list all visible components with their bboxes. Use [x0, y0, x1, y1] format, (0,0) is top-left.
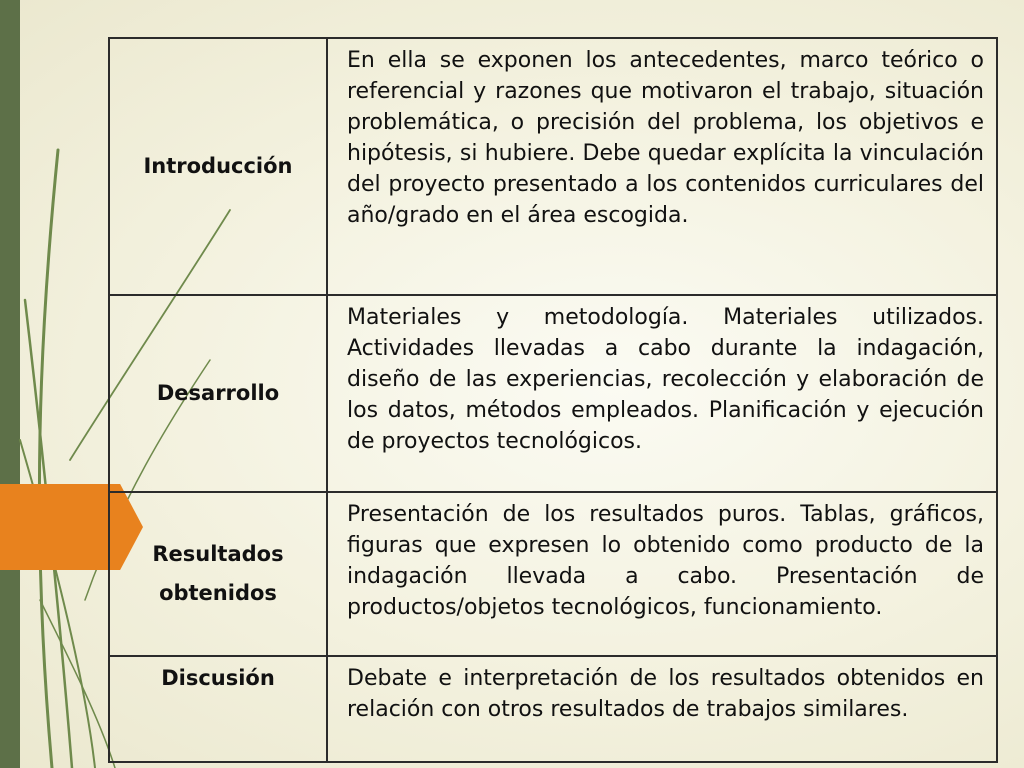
row-heading: Discusión	[109, 656, 327, 762]
table-row	[109, 38, 997, 295]
row-description: Presentación de los resultados puros. Tablas, gráficos, figuras que expresen lo obtenido como producto de la indagación llevada a cabo. Presentación de productos/objetos tecnológicos, funcionamiento.	[327, 492, 997, 656]
row-description: Materiales y metodología. Materiales utilizados. Actividades llevadas a cabo durante la indagación, diseño de las experiencias, recolección y elaboración de los datos, métodos empleados. Planificación y ejecución de proyectos tecnológicos.	[327, 295, 997, 492]
row-heading: Desarrollo	[109, 295, 327, 492]
row-description: Debate e interpretación de los resultados obtenidos en relación con otros resultados de trabajos similares.	[327, 656, 997, 762]
row-heading: Resultados obtenidos	[109, 492, 327, 656]
table-row	[109, 295, 997, 492]
row-heading: Introducción	[109, 38, 327, 295]
table-row	[109, 656, 997, 762]
row-description: En ella se exponen los antecedentes, marco teórico o referencial y razones que motivaron el trabajo, situación problemática, o precisión del problema, los objetivos e hipótesis, si hubiere. Debe quedar explícita la vinculación del proyecto presentado a los contenidos curriculares del año/grado en el área escogida.	[327, 38, 997, 295]
report-structure-table	[108, 37, 998, 763]
table-row	[109, 492, 997, 656]
